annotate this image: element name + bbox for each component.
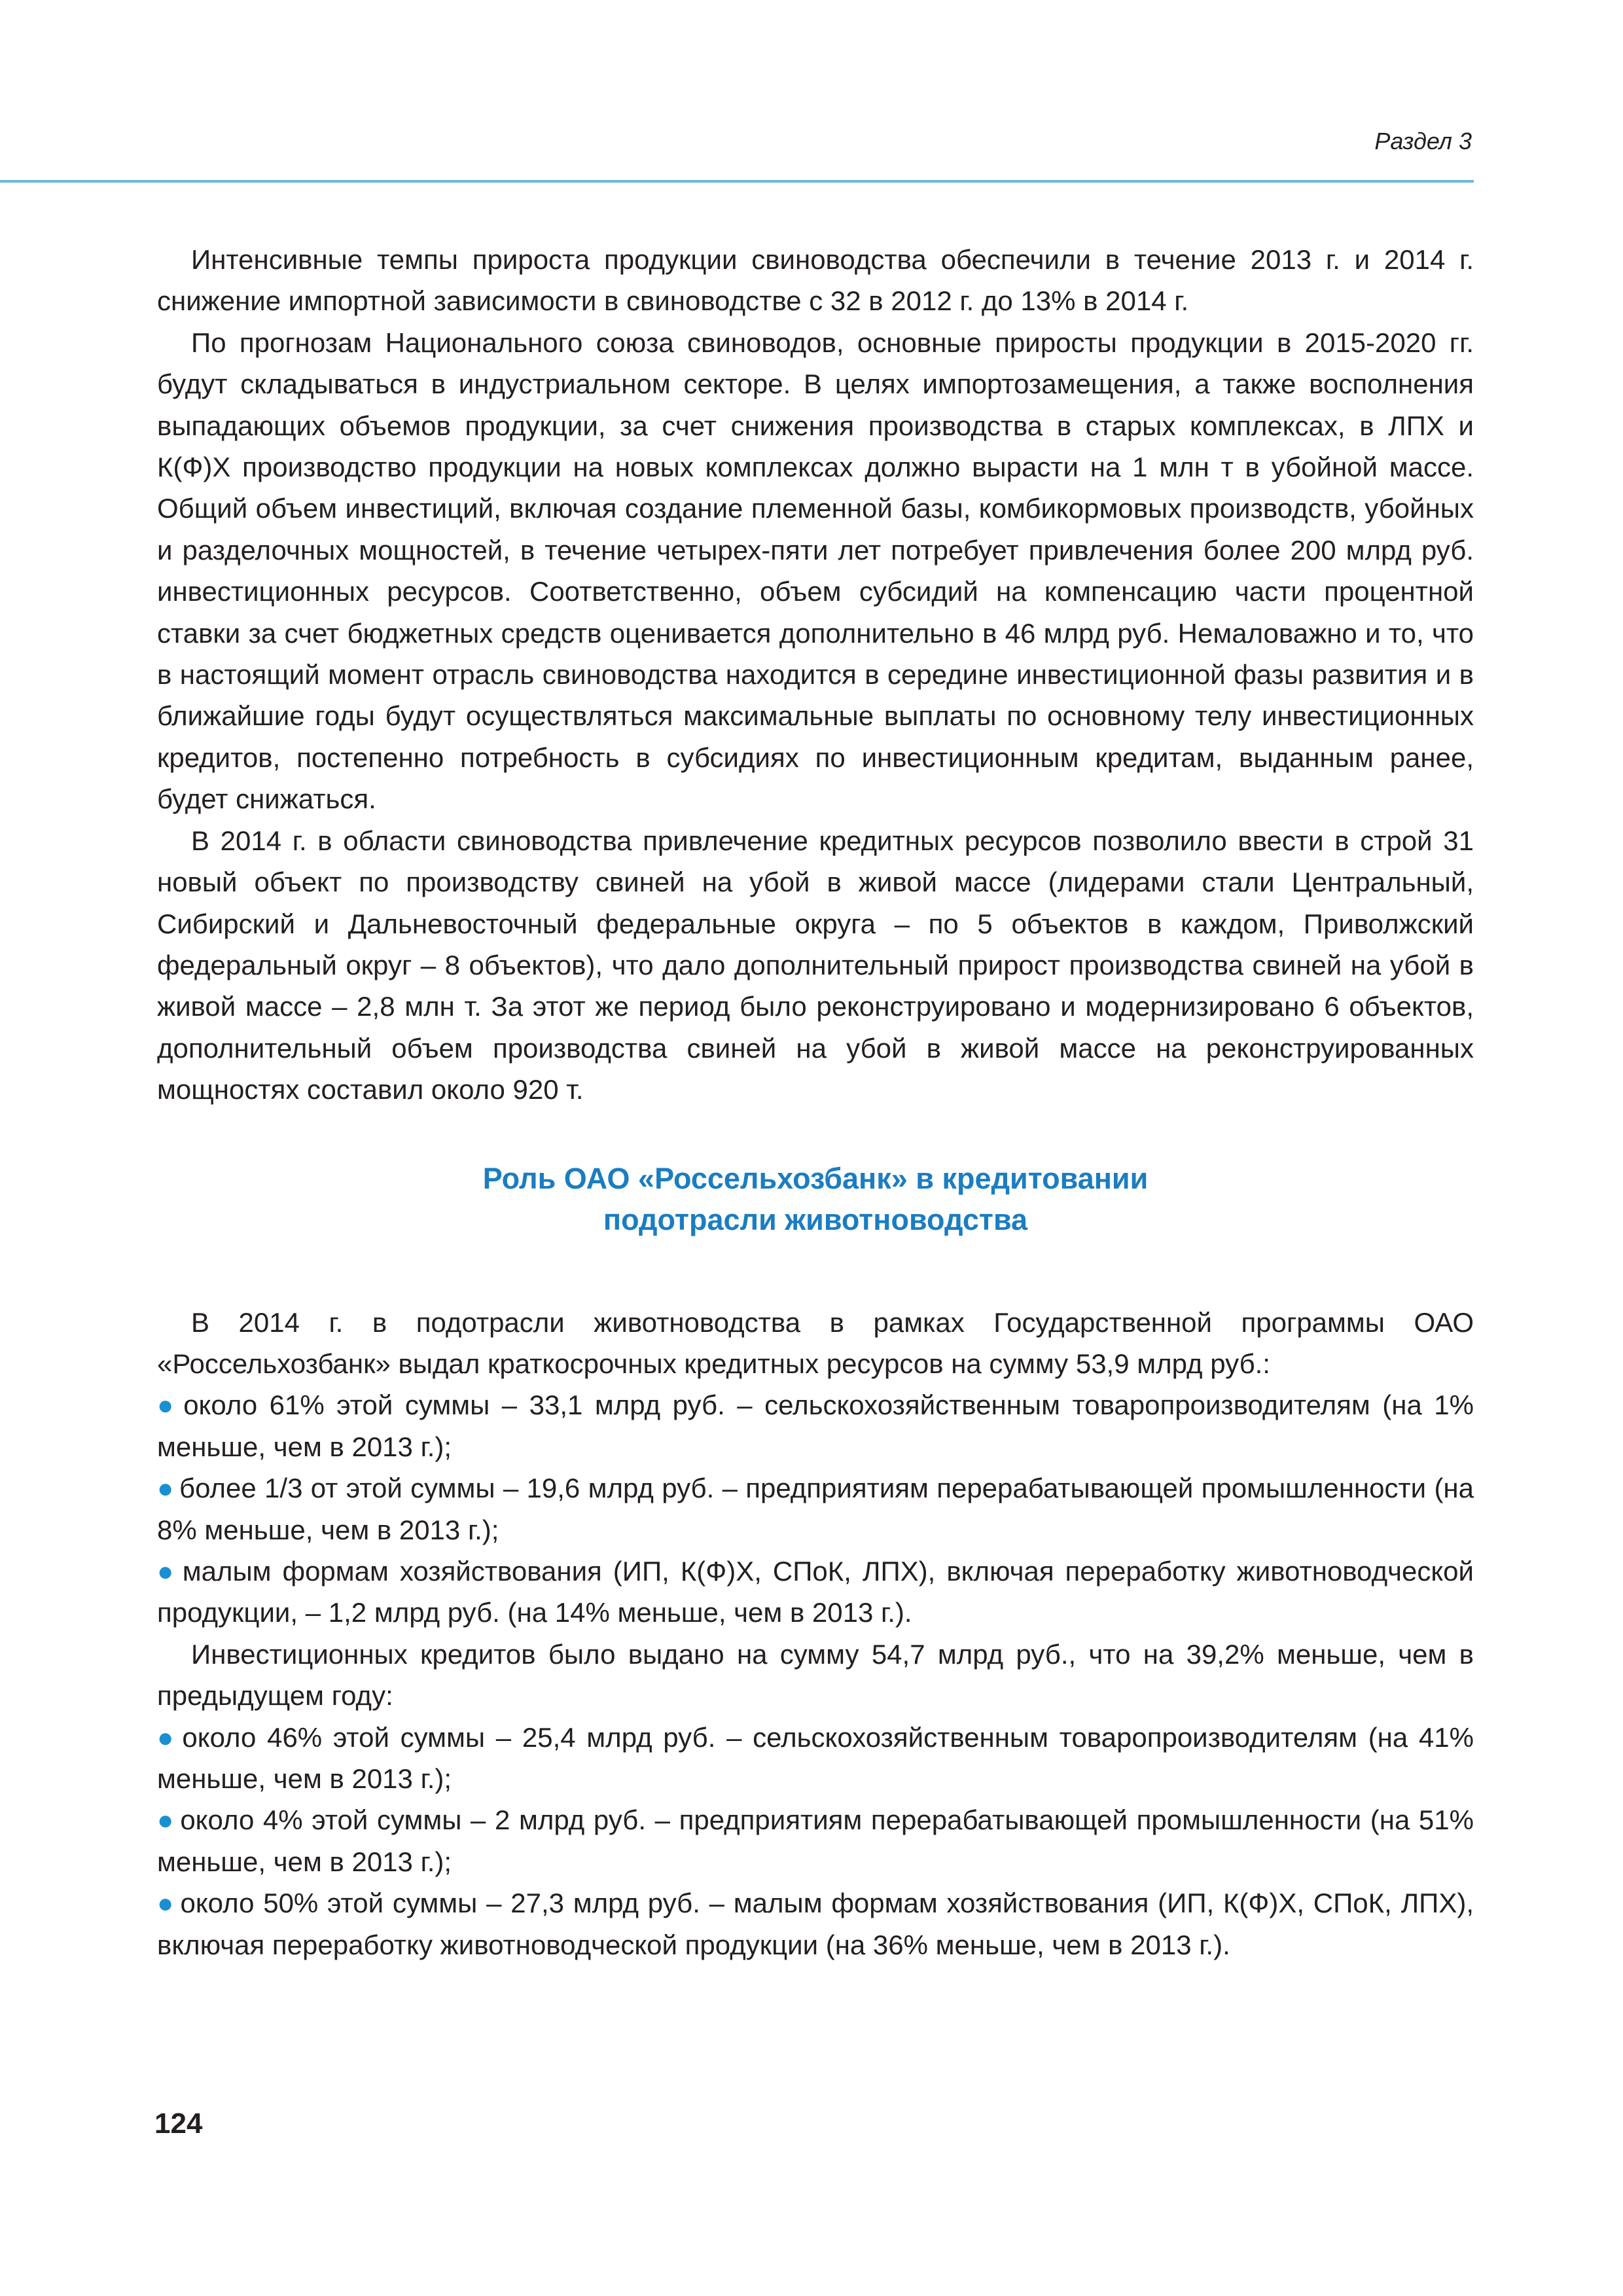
bullet-text: около 61% этой суммы – 33,1 млрд руб. – сельскохозяйственным товаропроизводителям (на 1% меньше, чем в 2013 г.); — [157, 1390, 1474, 1462]
bullet-dot-icon: ● — [157, 1555, 177, 1587]
bullet-item — [157, 1799, 1474, 1882]
paragraph: Интенсивные темпы прироста продукции свиноводства обеспечили в течение 2013 г. и 2014 г. снижение импортной зависимости в свиноводстве с 32 в 2012 г. до 13% в 2014 г. — [157, 244, 1474, 317]
paragraph: По прогнозам Национального союза свиноводов, основные приросты продукции в 2015-2020 гг. будут складываться в индустриальном секторе. В целях импортозамещения, а также восполнения выпадающих объемов продукции, за счет снижения производства в старых комплексах, в ЛПХ и К(Ф)Х производство продукции на новых комплексах должно вырасти на 1 млн т в убойной массе. Общий объем инвестиций, включая создание племенной базы, комбикормовых производств, убойных и разделочных мощностей, в течение четырех-пяти лет потребует привлечения более 200 млрд руб. инвестиционных ресурсов. Соответственно, объем субсидий на компенсацию части процентной ставки за счет бюджетных средств оценивается дополнительно в 46 млрд руб. Немаловажно и то, что в настоящий момент отрасль свиноводства находится в середине инвестиционной фазы развития и в ближайшие годы будут осуществляться максимальные выплаты по основному телу инвестиционных кредитов, постепенно потребность в субсидиях по инвестиционным кредитам, выданным ранее, будет снижаться. — [157, 327, 1474, 815]
bullet-dot-icon: ● — [157, 1804, 175, 1836]
bullet-dot-icon: ● — [157, 1390, 179, 1421]
bullet-text: около 4% этой суммы – 2 млрд руб. – предприятиям перерабатывающей промышленности (на 51% меньше, чем в 2013 г.); — [157, 1804, 1474, 1877]
bullet-text: малым формам хозяйствования (ИП, К(Ф)Х, СПоК, ЛПХ), включая переработку животноводческой продукции, – 1,2 млрд руб. (на 14% меньше, чем в 2013 г.). — [157, 1555, 1474, 1628]
bullet-text: около 46% этой суммы – 25,4 млрд руб. – сельскохозяйственным товаропроизводителям (на 41% меньше, чем в 2013 г.); — [157, 1721, 1474, 1794]
paragraph: В 2014 г. в подотрасли животноводства в рамках Государственной программы ОАО «Россельхозбанк» выдал краткосрочных кредитных ресурсов на сумму 53,9 млрд руб.: — [157, 1306, 1474, 1379]
bullet-item — [157, 1551, 1474, 1634]
bullet-dot-icon: ● — [157, 1721, 177, 1753]
main-content — [157, 239, 1474, 1965]
bullet-dot-icon: ● — [157, 1473, 175, 1504]
running-header: Раздел 3 — [1374, 128, 1472, 154]
bullet-item — [157, 1467, 1474, 1551]
section-heading-line: Роль ОАО «Россельхозбанк» в кредитовании — [482, 1161, 1149, 1195]
bullet-dot-icon: ● — [157, 1888, 175, 1919]
section-heading-line: подотрасли животноводства — [603, 1202, 1028, 1236]
bullet-text: около 50% этой суммы – 27,3 млрд руб. – малым формам хозяйствования (ИП, К(Ф)Х, СПоК, ЛПХ), включая переработку животноводческой продукции (на 36% меньше, чем в 2013 г.). — [157, 1888, 1474, 1960]
bullet-item — [157, 1882, 1474, 1965]
paragraph: В 2014 г. в области свиноводства привлечение кредитных ресурсов позволило ввести в строй 31 новый объект по производству свиней на убой в живой массе (лидерами стали Центральный, Сибирский и Дальневосточный федеральные округа – по 5 объектов в каждом, Приволжский федеральный округ – 8 объектов), что дало дополнительный прирост производства свиней на убой в живой массе – 2,8 млн т. За этот же период было реконструировано и модернизировано 6 объектов, дополнительный объем производства свиней на убой в живой массе на реконструированных мощностях составил около 920 т. — [157, 825, 1474, 1105]
section-heading — [157, 1158, 1474, 1240]
bullet-item — [157, 1384, 1474, 1467]
paragraph: Инвестиционных кредитов было выдано на сумму 54,7 млрд руб., что на 39,2% меньше, чем в предыдущем году: — [157, 1638, 1474, 1712]
page-number: 124 — [154, 2108, 203, 2140]
bullet-item — [157, 1717, 1474, 1800]
bullet-text: более 1/3 от этой суммы – 19,6 млрд руб. – предприятиям перерабатывающей промышленности (на 8% меньше, чем в 2013 г.); — [157, 1473, 1474, 1545]
header-rule — [0, 180, 1474, 183]
